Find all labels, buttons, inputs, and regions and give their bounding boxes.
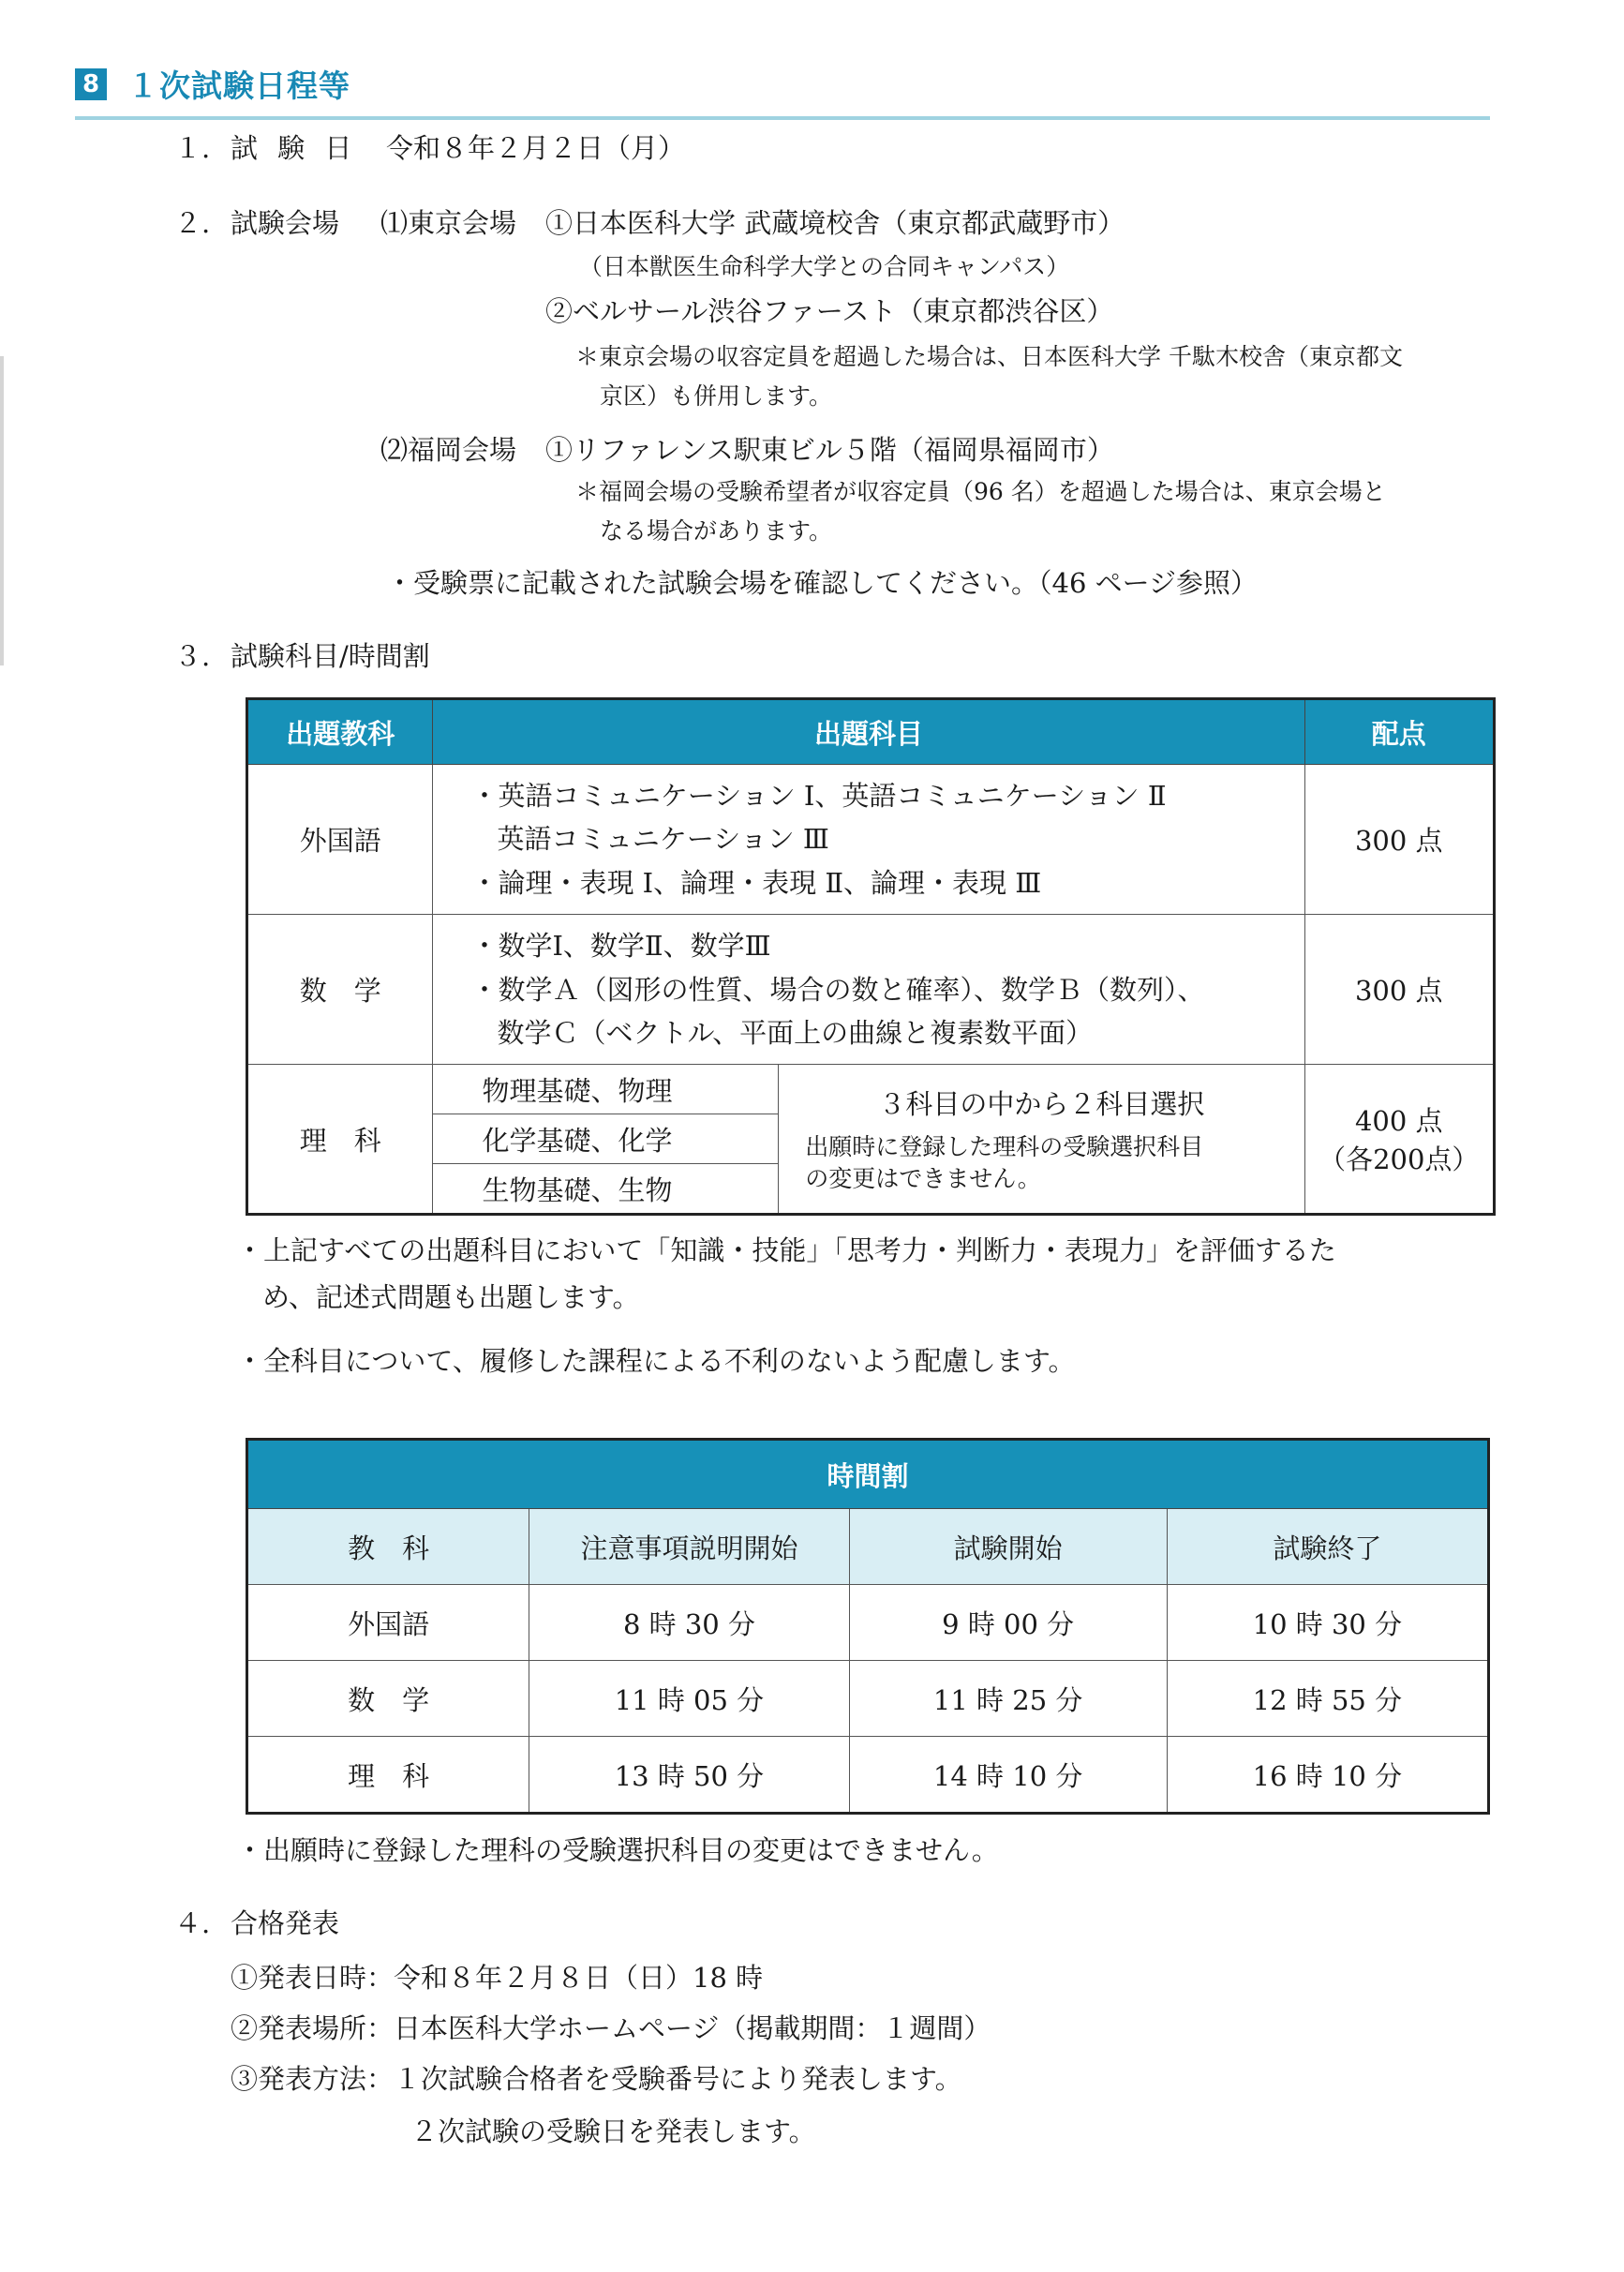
english-line-3: ・論理・表現 Ⅰ、論理・表現 Ⅱ、論理・表現 Ⅲ — [470, 866, 1042, 899]
timetable-caption: 時間割 — [247, 1440, 1489, 1509]
section-title: １次試験日程等 — [127, 67, 350, 104]
table-row — [247, 915, 1495, 1065]
timetable-briefing-time: 13 時 50 分 — [529, 1737, 849, 1814]
timetable-start-time: 11 時 25 分 — [849, 1661, 1167, 1737]
science-selection-note — [779, 1065, 1304, 1215]
item2-number: ２. — [174, 207, 211, 239]
table-row — [247, 1737, 1489, 1814]
math-line-2: ・数学Ａ（図形の性質、場合の数と確率）、数学Ｂ（数列）、 — [470, 973, 1205, 1006]
timetable-caption-row — [247, 1440, 1489, 1509]
section-number-badge: 8 — [75, 68, 107, 100]
announcement-place: ②発表場所：日本医科大学ホームページ（掲載期間：１週間） — [231, 2012, 991, 2044]
timetable-end-time: 16 時 10 分 — [1167, 1737, 1488, 1814]
english-subjects-cell — [433, 765, 1304, 915]
table-row — [247, 765, 1495, 915]
timetable-subject: 数 学 — [247, 1661, 529, 1737]
subjects-table — [246, 697, 1496, 1216]
english-points: 300 点 — [1304, 765, 1494, 915]
timetable-subject: 理 科 — [247, 1737, 529, 1814]
timetable-briefing-time: 11 時 05 分 — [529, 1661, 849, 1737]
timetable-header-row — [247, 1509, 1489, 1585]
math-points: 300 点 — [1304, 915, 1494, 1065]
section-header — [75, 62, 350, 106]
item1-label: 試 験 日 — [231, 132, 358, 164]
subject-math: 数 学 — [247, 915, 433, 1065]
science-select-note-1: 出願時に登録した理科の受験選択科目 — [805, 1133, 1204, 1161]
timetable-header-briefing: 注意事項説明開始 — [529, 1509, 849, 1585]
science-points-each: （各200点） — [1319, 1143, 1480, 1176]
header-subject-area: 出題教科 — [247, 699, 433, 765]
english-line-2: 英語コミュニケーション Ⅲ — [497, 823, 829, 856]
science-option-physics: 物理基礎、物理 — [433, 1065, 779, 1114]
assessment-note-line-2: め、記述式問題も出題します。 — [262, 1281, 640, 1313]
timetable-subject: 外国語 — [247, 1585, 529, 1661]
subject-science: 理 科 — [247, 1065, 433, 1215]
announcement-method-2: ２次試験の受験日を発表します。 — [410, 2115, 816, 2147]
table-row — [247, 1585, 1489, 1661]
header-subjects: 出題科目 — [433, 699, 1304, 765]
subjects-table-header — [247, 699, 1495, 765]
assessment-note-line-1: ・上記すべての出題科目において「知識・技能」「思考力・判断力・表現力」を評価するた — [236, 1234, 1336, 1266]
item4-label: 合格発表 — [231, 1907, 340, 1939]
item2-label: 試験会場 — [231, 207, 340, 239]
math-line-3: 数学Ｃ（ベクトル、平面上の曲線と複素数平面） — [497, 1016, 1094, 1049]
fukuoka-overflow-note-2: なる場合があります。 — [600, 517, 833, 545]
item1-number: １. — [174, 132, 211, 164]
tokyo-overflow-note-1: ＊東京会場の収容定員を超過した場合は、日本医科大学 千駄木校舎（東京都文 — [575, 343, 1403, 370]
timetable-note: ・出願時に登録した理科の受験選択科目の変更はできません。 — [236, 1834, 999, 1866]
science-points: 400 点 — [1354, 1105, 1443, 1138]
fukuoka-venue-1: ①リファレンス駅東ビル５階（福岡県福岡市） — [545, 434, 1114, 466]
science-option-chemistry: 化学基礎、化学 — [433, 1114, 779, 1164]
timetable-end-time: 12 時 55 分 — [1167, 1661, 1488, 1737]
science-select-note-2: の変更はできません。 — [805, 1164, 1041, 1192]
item3-label: 試験科目/時間割 — [231, 640, 430, 672]
tokyo-venue-label: ⑴東京会場 — [380, 207, 517, 239]
timetable-header-start: 試験開始 — [849, 1509, 1167, 1585]
section-divider — [75, 116, 1490, 120]
table-row — [247, 1661, 1489, 1737]
timetable-start-time: 9 時 00 分 — [849, 1585, 1167, 1661]
timetable-header-end: 試験終了 — [1167, 1509, 1488, 1585]
subject-english: 外国語 — [247, 765, 433, 915]
item3-number: ３. — [174, 640, 211, 672]
fukuoka-overflow-note-1: ＊福岡会場の受験希望者が収容定員（96 名）を超過した場合は、東京会場と — [575, 478, 1386, 505]
tokyo-venue-1-note: （日本獣医生命科学大学との合同キャンパス） — [579, 253, 1070, 280]
table-row — [247, 1065, 1495, 1114]
tokyo-overflow-note-2: 京区）も併用します。 — [600, 382, 833, 410]
timetable-start-time: 14 時 10 分 — [849, 1737, 1167, 1814]
header-points: 配点 — [1304, 699, 1494, 765]
page-edge-mark — [0, 356, 4, 665]
math-subjects-cell — [433, 915, 1304, 1065]
timetable-table — [246, 1438, 1490, 1815]
item1-value: 令和８年２月２日（月） — [386, 132, 686, 164]
tokyo-venue-1: ①日本医科大学 武蔵境校舎（東京都武蔵野市） — [545, 207, 1125, 239]
announcement-method-1: ③発表方法：１次試験合格者を受験番号により発表します。 — [231, 2063, 962, 2095]
timetable-header-subject: 教 科 — [247, 1509, 529, 1585]
science-option-biology: 生物基礎、生物 — [433, 1164, 779, 1215]
venue-check-note: ・受験票に記載された試験会場を確認してください。（46 ページ参照） — [386, 567, 1259, 599]
timetable-briefing-time: 8 時 30 分 — [529, 1585, 849, 1661]
timetable-end-time: 10 時 30 分 — [1167, 1585, 1488, 1661]
fukuoka-venue-label: ⑵福岡会場 — [380, 434, 517, 466]
fairness-note: ・全科目について、履修した課程による不利のないよう配慮します。 — [236, 1345, 1076, 1377]
tokyo-venue-2: ②ベルサール渋谷ファースト（東京都渋谷区） — [545, 295, 1114, 327]
announcement-date: ①発表日時：令和８年２月８日（日）18 時 — [231, 1962, 764, 1994]
science-select-rule: ３科目の中から２科目選択 — [878, 1088, 1205, 1121]
math-line-1: ・数学Ⅰ、数学Ⅱ、数学Ⅲ — [470, 930, 771, 963]
science-points-cell — [1304, 1065, 1494, 1215]
item4-number: ４. — [174, 1907, 211, 1939]
english-line-1: ・英語コミュニケーション Ⅰ、英語コミュニケーション Ⅱ — [470, 780, 1167, 812]
